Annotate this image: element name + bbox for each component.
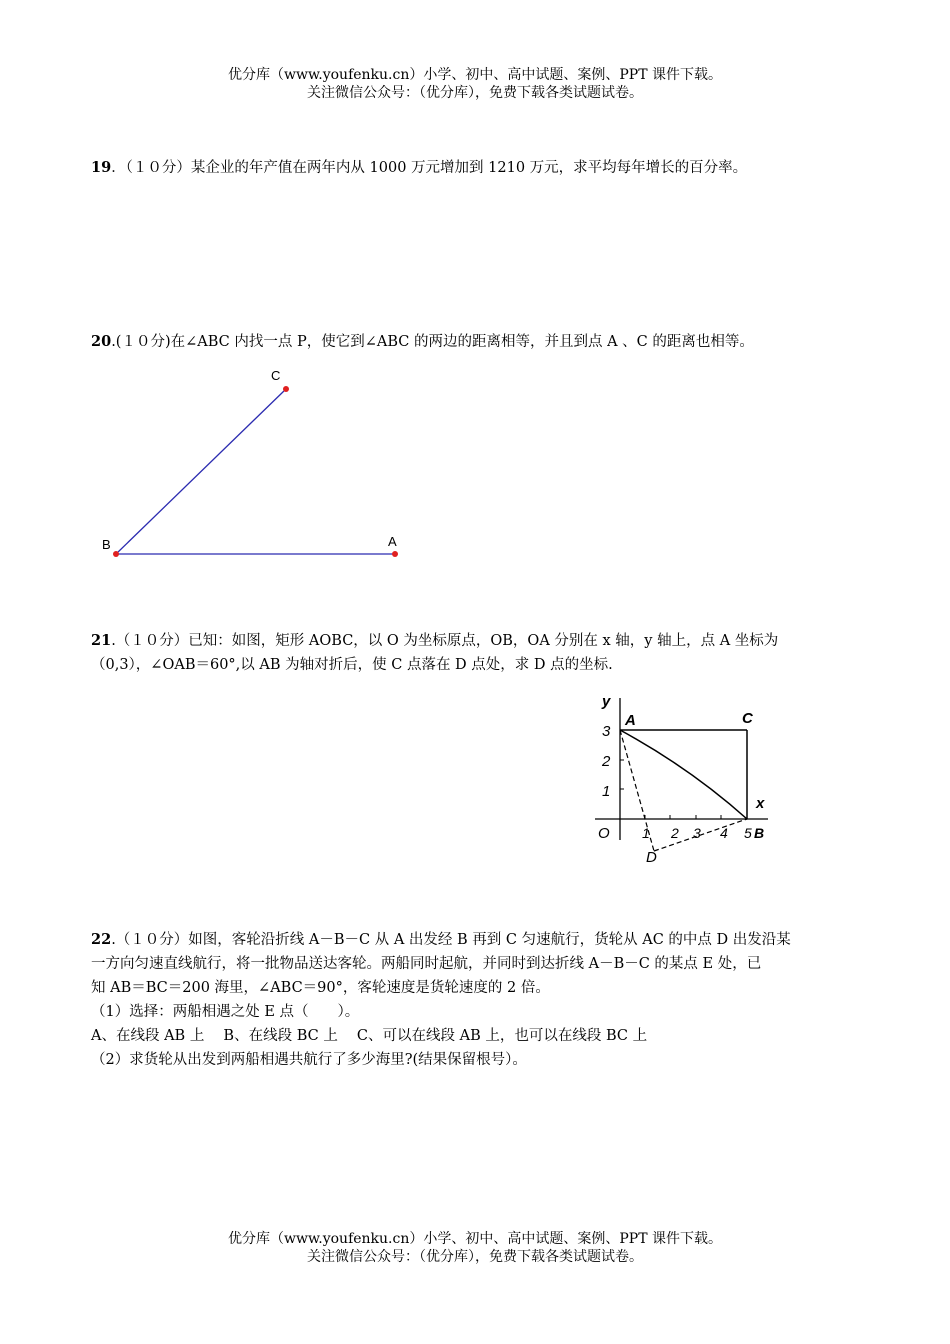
x-axis-label: x bbox=[756, 795, 765, 812]
question-19 bbox=[91, 156, 866, 180]
question-options: A、在线段 AB 上 B、在线段 BC 上 C、可以在线段 AB 上，也可以在线段 BC 上 bbox=[91, 1028, 648, 1044]
fold-line-ab bbox=[620, 730, 747, 819]
question-22 bbox=[91, 928, 866, 1072]
point-a bbox=[392, 551, 398, 557]
question-text: .(１０分)在∠ABC 内找一点 P，使它到∠ABC 的两边的距离相等，并且到点 A 、C 的距离也相等。 bbox=[111, 334, 754, 350]
x-tick-label-1: 1 bbox=[642, 825, 650, 841]
point-a-label: A bbox=[625, 712, 636, 729]
header-line-1: 优分库（www.youfenku.cn）小学、初中、高中试题、案例、PPT 课件下载。 bbox=[227, 67, 722, 83]
header-line-2: 关注微信公众号：（优分库），免费下载各类试题试卷。 bbox=[307, 85, 643, 101]
point-d-label: D bbox=[646, 849, 657, 866]
y-tick-label-3: 3 bbox=[602, 723, 611, 740]
point-c-label: C bbox=[742, 710, 753, 727]
question-number: 19 bbox=[91, 159, 112, 176]
footer-line-1: 优分库（www.youfenku.cn）小学、初中、高中试题、案例、PPT 课件下载。 bbox=[227, 1231, 722, 1247]
question-text-line-2: （0,3），∠OAB＝60°,以 AB 为轴对折后，使 C 点落在 D 点处，求 D 点的坐标. bbox=[91, 657, 613, 673]
question-21 bbox=[91, 629, 866, 677]
point-b-label: B bbox=[754, 825, 765, 841]
question-part-2: （2）求货轮从出发到两船相遇共航行了多少海里?(结果保留根号）。 bbox=[91, 1052, 527, 1068]
question-number: 21 bbox=[91, 632, 112, 649]
point-c bbox=[283, 386, 289, 392]
rectangle-fold-figure bbox=[590, 688, 780, 868]
question-20 bbox=[91, 330, 866, 354]
x-tick-label-5: 5 bbox=[744, 825, 752, 841]
angle-abc-figure bbox=[90, 360, 420, 570]
ray-bc bbox=[116, 389, 286, 554]
y-axis-label: y bbox=[602, 693, 611, 710]
question-number: 20 bbox=[91, 333, 112, 350]
label-c: C bbox=[271, 368, 281, 383]
x-tick-label-3: 3 bbox=[693, 825, 701, 841]
y-tick-label-1: 1 bbox=[602, 783, 611, 800]
question-text-line-1: .（１０分）如图，客轮沿折线 A－B－C 从 A 出发经 B 再到 C 匀速航行，货轮从 AC 的中点 D 出发沿某 bbox=[111, 932, 791, 948]
question-part-1: （1）选择：两船相遇之处 E 点（ ）。 bbox=[91, 1004, 360, 1020]
question-text-line-1: .（１０分）已知：如图，矩形 AOBC，以 O 为坐标原点，OB，OA 分别在 x 轴，y 轴上，点 A 坐标为 bbox=[111, 633, 779, 649]
page-header bbox=[0, 66, 950, 102]
origin-label: O bbox=[598, 825, 610, 842]
question-number: 22 bbox=[91, 931, 112, 948]
footer-line-2: 关注微信公众号：（优分库），免费下载各类试题试卷。 bbox=[307, 1249, 643, 1265]
label-a: A bbox=[388, 534, 397, 549]
y-tick-label-2: 2 bbox=[602, 753, 611, 770]
x-tick-label-4: 4 bbox=[720, 825, 728, 841]
question-text-line-3: 知 AB＝BC＝200 海里，∠ABC＝90°，客轮速度是货轮速度的 2 倍。 bbox=[91, 980, 550, 996]
page-footer bbox=[0, 1230, 950, 1266]
question-text-line-2: 一方向匀速直线航行，将一批物品送达客轮。两船同时起航，并同时到达折线 A－B－C 的某点 E 处，已 bbox=[91, 956, 762, 972]
point-b bbox=[113, 551, 119, 557]
question-text: ．（１０分）某企业的年产值在两年内从 1000 万元增加到 1210 万元，求平均每年增长的百分率。 bbox=[111, 160, 748, 176]
x-tick-label-2: 2 bbox=[671, 825, 679, 841]
label-b: B bbox=[102, 537, 111, 552]
